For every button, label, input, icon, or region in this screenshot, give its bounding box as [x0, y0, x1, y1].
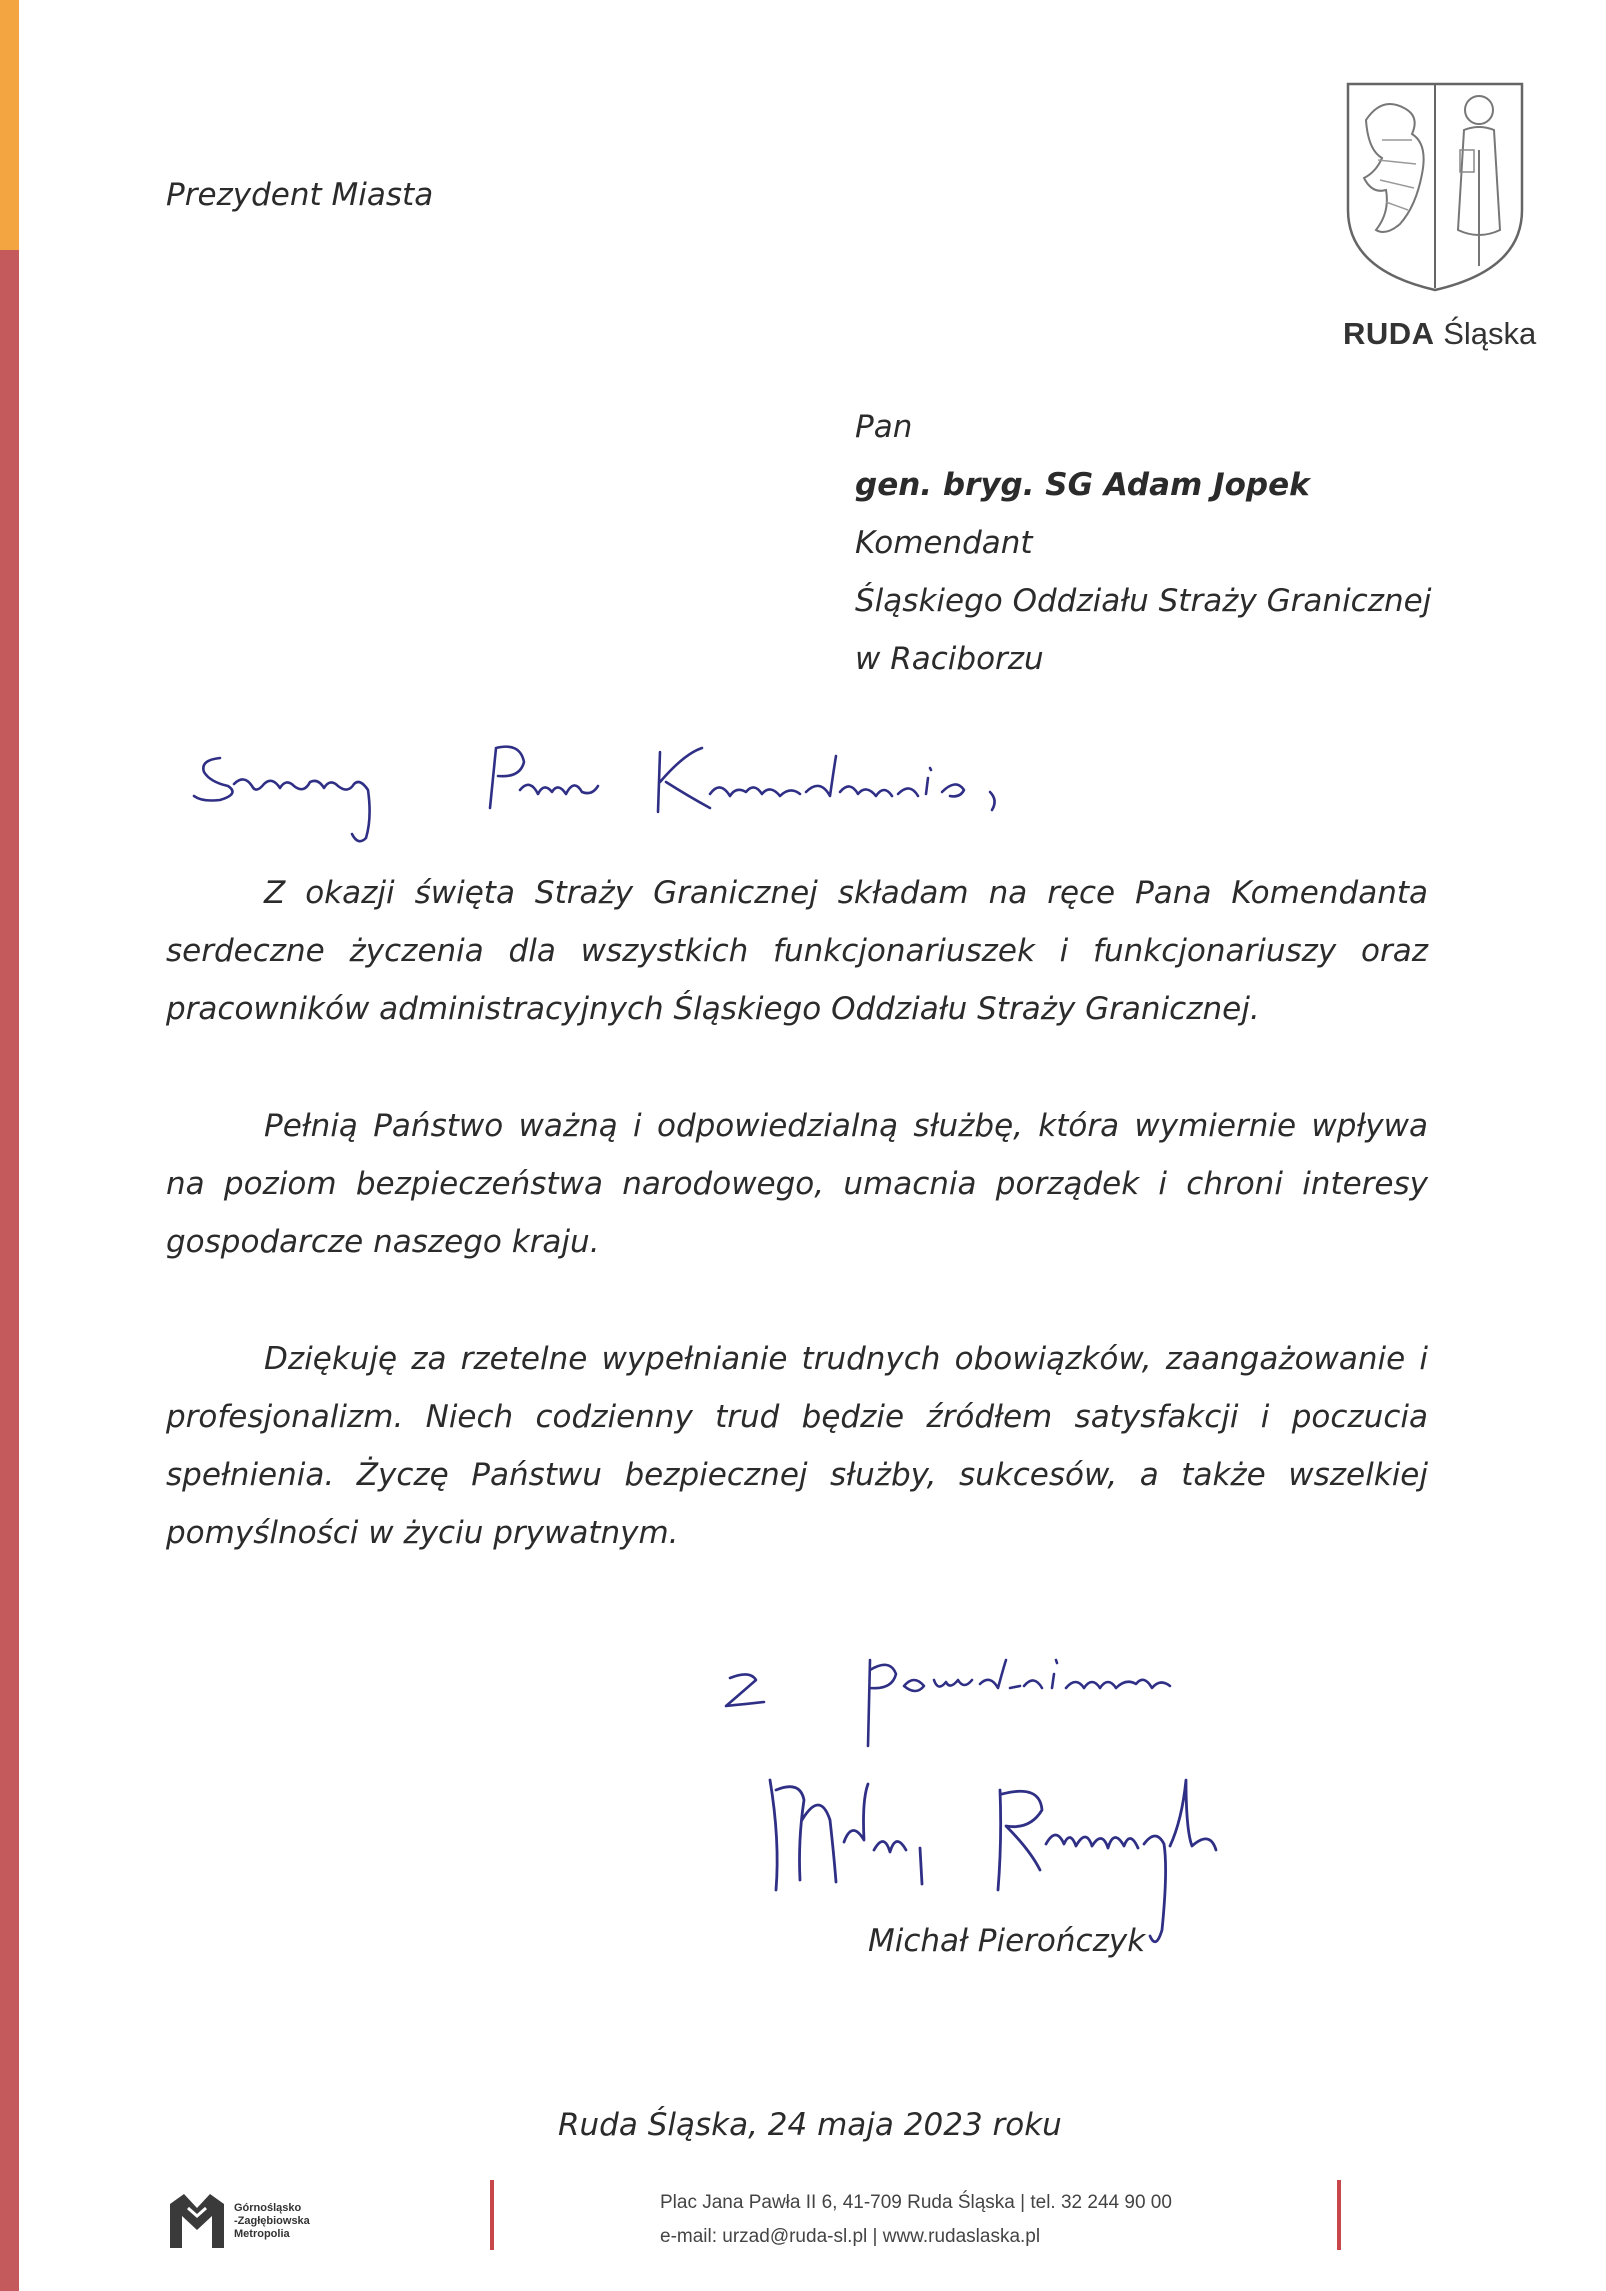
footer-address-line: Plac Jana Pawła II 6, 41-709 Ruda Śląska | tel. 32 244 90 00	[660, 2192, 1172, 2213]
recipient-block	[855, 398, 1431, 688]
footer-email-line: e-mail: urzad@ruda-sl.pl | www.rudaslaska.pl	[660, 2226, 1041, 2247]
recipient-name: gen. bryg. SG Adam Jopek	[855, 467, 1310, 503]
footer-divider-right	[1337, 2180, 1341, 2250]
handwritten-closing	[720, 1630, 1240, 1760]
recipient-line-1: Pan	[855, 409, 913, 445]
brand-wordmark	[1343, 316, 1536, 352]
recipient-line-4: Śląskiego Oddziału Straży Granicznej	[855, 583, 1432, 619]
footer-contact	[660, 2186, 1172, 2254]
brand-regular: Śląska	[1443, 316, 1537, 351]
brand-bold: RUDA	[1343, 316, 1435, 351]
metropolia-logo-icon	[166, 2190, 228, 2252]
recipient-line-5: w Raciborzu	[855, 641, 1044, 677]
metropolia-wordmark: Górnośląsko -Zagłębiowska Metropolia	[234, 2202, 310, 2240]
page-edge-orange	[0, 0, 19, 250]
body-paragraph-3: Dziękuję za rzetelne wypełnianie trudnych obowiązków, zaangażowanie i profesjonalizm. Niech codzienny trud będzie źródłem satysfakcji i poczucia spełnienia. Życzę Państwu bezpiecznej służby, sukcesów, a także wszelkiej pomyślności w życiu prywatnym.	[166, 1341, 1428, 1551]
date-line: Ruda Śląska, 24 maja 2023 roku	[558, 2107, 1062, 2143]
body-paragraph-1: Z okazji święta Straży Granicznej składam na ręce Pana Komendanta serdeczne życzenia dla wszystkich funkcjonariuszek i funkcjonariuszy oraz pracowników administracyjnych Śląskiego Oddziału Straży Granicznej.	[166, 875, 1428, 1027]
city-crest-icon	[1342, 80, 1528, 294]
footer-divider-left	[490, 2180, 494, 2250]
handwritten-salutation	[190, 738, 1030, 848]
sender-title: Prezydent Miasta	[166, 177, 434, 213]
page-edge-red	[0, 250, 19, 2291]
signer-name: Michał Pierończyk	[868, 1923, 1146, 1959]
recipient-line-3: Komendant	[855, 525, 1033, 561]
body-paragraph-2: Pełnią Państwo ważną i odpowiedzialną służbę, która wymiernie wpływa na poziom bezpieczeństwa narodowego, umacnia porządek i chroni interesy gospodarcze naszego kraju.	[166, 1108, 1428, 1260]
